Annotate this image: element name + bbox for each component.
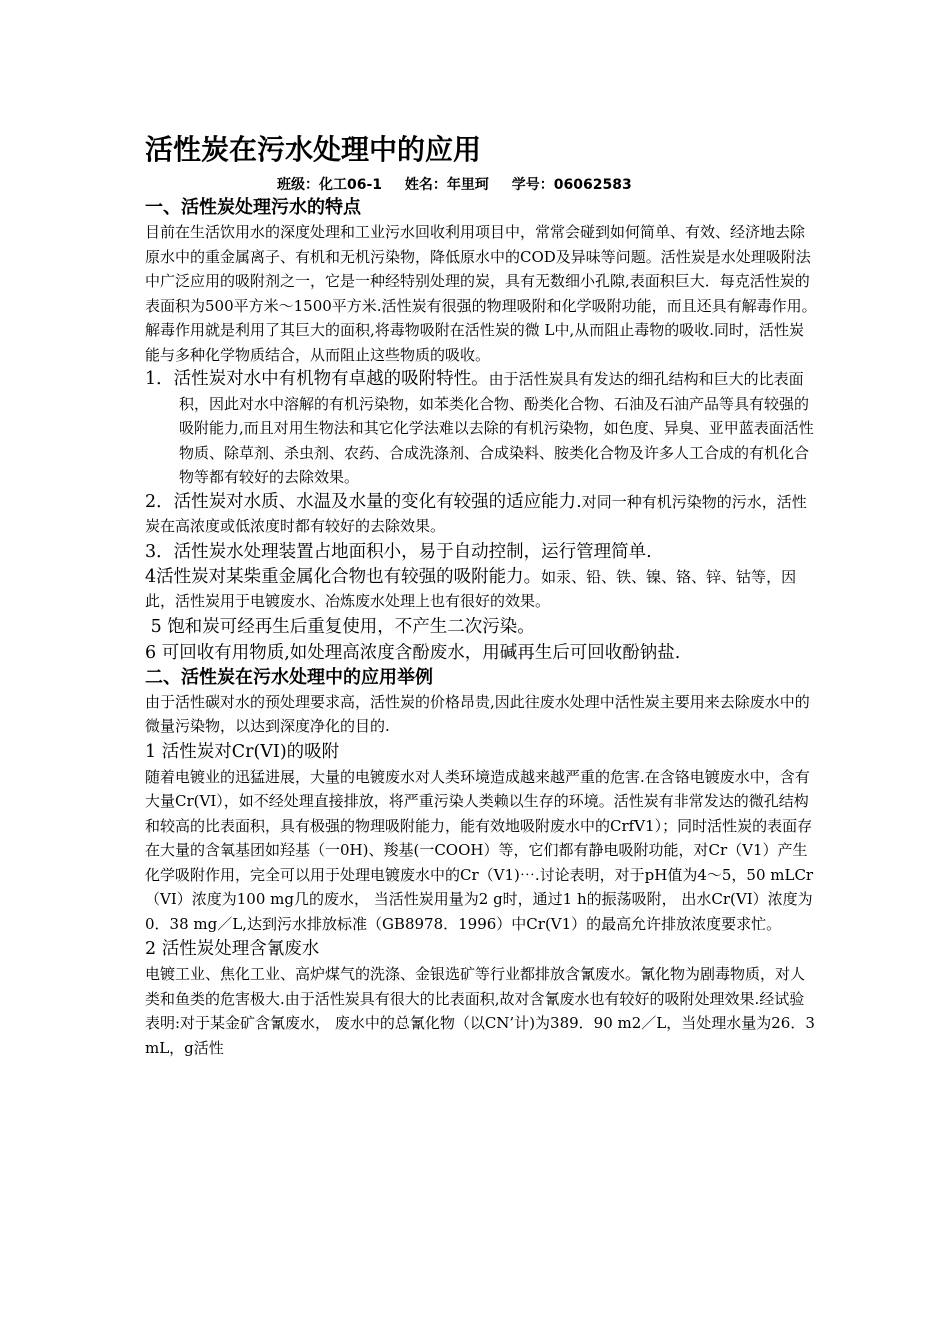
feature-item-6: 6 可回收有用物质,如处理高浓度含酚废水，用碱再生后可回收酚钠盐. — [145, 642, 681, 663]
class-label: 班级：化工06-1 — [277, 177, 383, 193]
document-page — [145, 130, 817, 1060]
document-title: 活性炭在污水处理中的应用 — [145, 133, 482, 166]
subsection2-heading: 2 活性炭处理含氰废水 — [145, 939, 320, 959]
feature-item-2-body: 对同一种有机污染物的污水，活性炭在高浓度或低浓度时都有较好的去除效果。 — [145, 492, 807, 535]
section1-heading: 一、活性炭处理污水的特点 — [145, 197, 361, 218]
feature-item-4-body: 如汞、铅、铁、镍、铬、锌、钴等，因此，活性炭用于电镀废水、冶炼废水处理上也有很好的效果。 — [145, 567, 797, 610]
student-id: 学号：06062583 — [511, 177, 632, 193]
feature-item-4 — [145, 565, 817, 614]
subsection1-body: 随着电镀业的迅猛进展，大量的电镀废水对人类环境造成越来越严重的危害.在含铬电镀废水中，含有大量Cr(VI），如不经处理直接排放，将严重污染人类赖以生存的环境。活性炭有非常发达的微孔结构和较高的比表面积，具有极强的物理吸附能力，能有效地吸附废水中的CrfV1）；同时活性炭的表面存在大量的含氧基团如羟基（一0H)、羧基(一COOH）等，它们都有静电吸附功能，对Cr（V1）产生化学吸附作用，完全可以用于处理电镀废水中的Cr（V1)⋯.讨论表明，对于pH值为4～5，50 mLCr（VI）浓度为100 mg几的废水， 当活性炭用量为2 g时，通过1 h的振荡吸附， 出水Cr(VI）浓度为0．38 mg／L,达到污水排放标准（GB8978．1996）中Cr(V1）的最高允许排放浓度要求忙。 — [145, 767, 814, 933]
subsection1-heading: 1 活性炭对Cr(VI)的吸附 — [145, 741, 340, 762]
feature-item-3: 3．活性炭水处理装置占地面积小，易于自动控制，运行管理简单. — [145, 541, 652, 562]
section2-heading: 二、活性炭在污水处理中的应用举例 — [145, 666, 433, 688]
feature-item-1 — [145, 367, 817, 490]
feature-item-2-lead: 2．活性炭对水质、水温及水量的变化有较强的适应能力. — [145, 491, 582, 512]
feature-item-1-body: 由于活性炭具有发达的细孔结构和巨大的比表面积，因此对水中溶解的有机污染物，如苯类化合物、酚类化合物、石油及石油产品等具有较强的吸附能力,而且对用生物法和其它化学法难以去除的有机污染物，如色度、异臭、亚甲蓝表面活性物质、除草剂、杀虫剂、农药、合成洗涤剂、合成染料、胺类化合物及许多人工合成的有机化合物等都有较好的去除效果。 — [179, 370, 814, 486]
subsection2-body: 电镀工业、焦化工业、高炉煤气的洗涤、金银选矿等行业都排放含氰废水。氰化物为剧毒物质，对人类和鱼类的危害极大.由于活性炭具有很大的比表面积,故对含氰废水也有较好的吸附处理效果.经试验表明:对于某金矿含氰废水， 废水中的总氰化物（以CN’计)为389．90 m2／L，当处理水量为26．3 mL，g活性 — [145, 965, 815, 1057]
feature-item-5: 5 饱和炭可经再生后重复使用，不产生二次污染。 — [145, 616, 535, 637]
section1-intro: 目前在生活饮用水的深度处理和工业污水回收利用项目中，常常会碰到如何简单、有效、经济地去除原水中的重金属离子、有机和无机污染物，降低原水中的COD及异味等问题。活性炭是水处理吸附法中广泛应用的吸附剂之一，它是一种经特别处理的炭，具有无数细小孔隙,表面积巨大．每克活性炭的表面积为500平方米～1500平方米.活性炭有很强的物理吸附和化学吸附功能，而且还具有解毒作用。解毒作用就是利用了其巨大的面积,将毒物吸附在活性炭的微 L中,从而阻止毒物的吸收.同时，活性炭能与多种化学物质结合，从而阻止这些物质的吸收。 — [145, 223, 817, 364]
author-byline — [145, 174, 817, 196]
section2-intro: 由于活性碳对水的预处理要求高，活性炭的价格昂贵,因此往废水处理中活性炭主要用来去除废水中的微量污染物，以达到深度净化的目的. — [145, 692, 810, 735]
feature-item-2 — [145, 490, 817, 539]
feature-item-1-lead: 1．活性炭对水中有机物有卓越的吸附特性。 — [145, 369, 489, 389]
author-name: 姓名：年里珂 — [404, 177, 489, 193]
feature-item-4-lead: 4活性炭对某柴重金属化合物也有较强的吸附能力。 — [145, 566, 542, 587]
